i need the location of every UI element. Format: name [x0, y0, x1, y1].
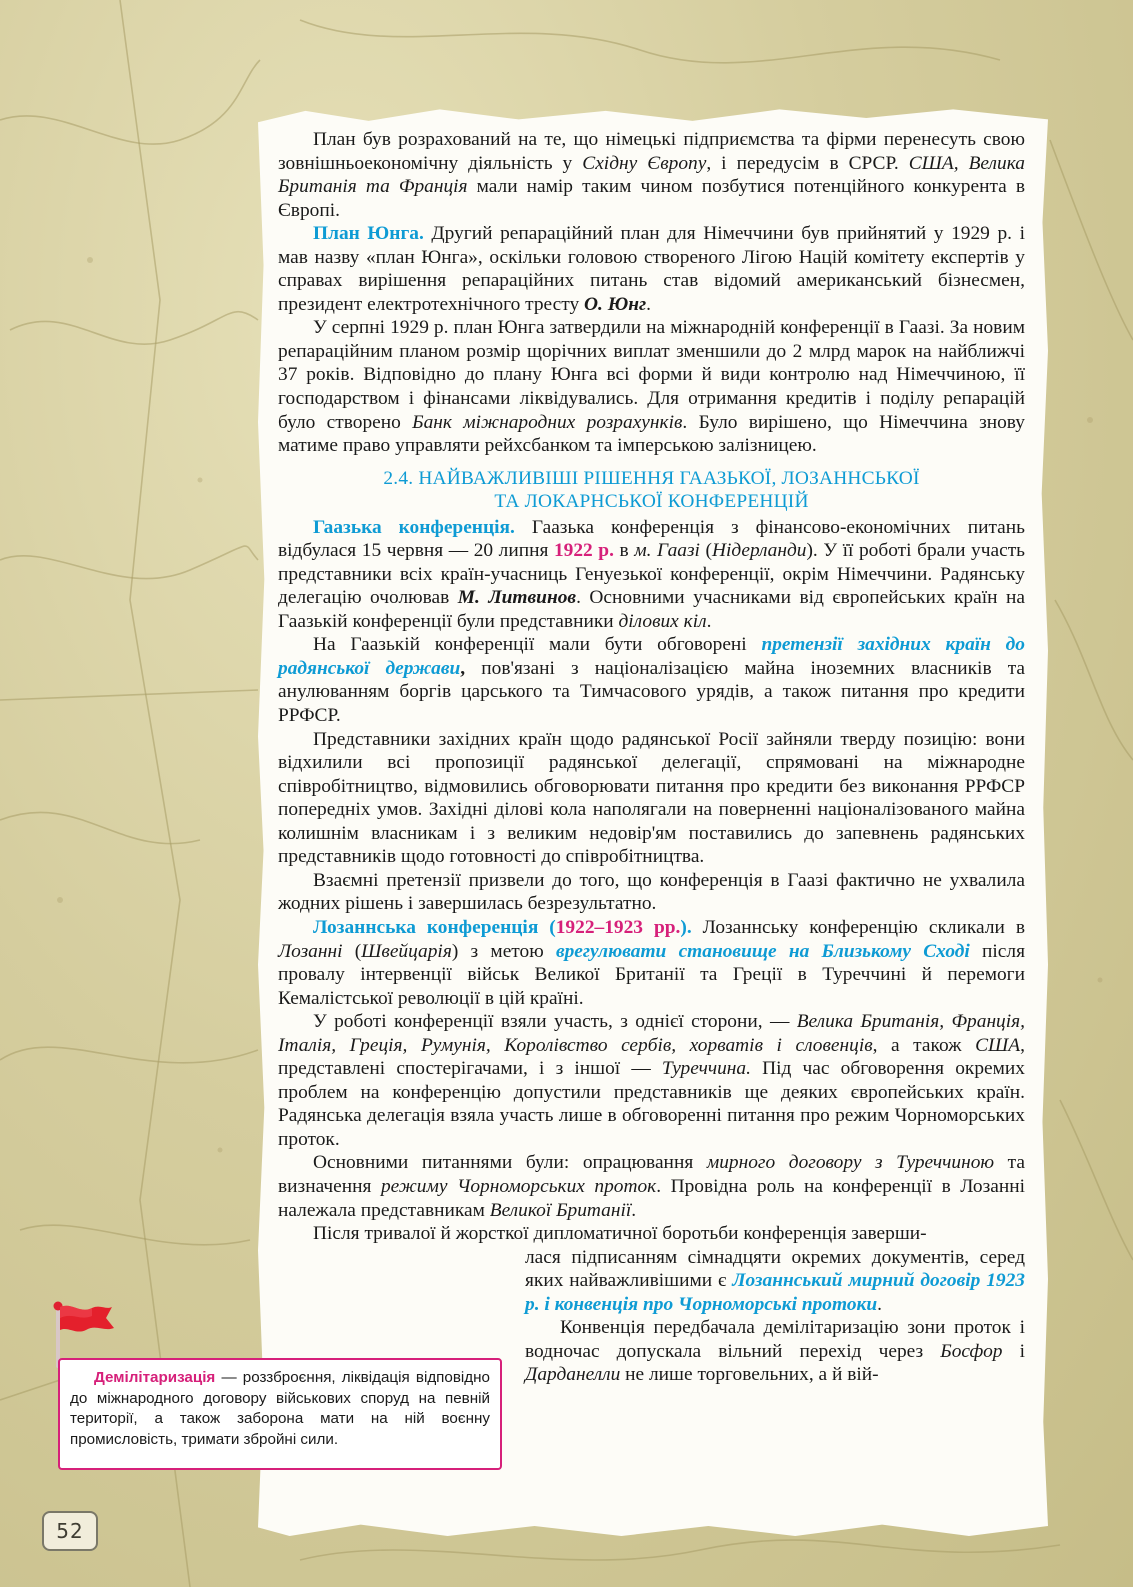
hague-heading: Гаазька конференція. [313, 516, 515, 538]
paragraph-lausanne-conference: Лозаннська конференція (1922–1923 рр.). Лозаннську конференцію скликали в Лозанні (Швейцарія) з метою врегулювати становище на Близькому Сході після провалу інтервенції військ Великої Британії та Греції в Туреччині й перемоги Кемалістської революції в цій країні. [278, 916, 1025, 1009]
lausanne-heading: Лозаннська конференція [313, 916, 539, 938]
paragraph-young-plan: План Юнга. Другий репараційний план для Німеччини був прийнятий у 1929 р. і мав назву «план Юнга», оскільки головою створеного Лігою Націй комітету експертів у справах вирішення репараційних питань став відомий американський бізнесмен, президент електротехнічного тресту О. Юнг. [278, 223, 1026, 315]
paragraph-5: На Гаазькій конференції мали бути обговорені претензії західних країн до радянської держави, пов'язані з націоналізацією майна іноземних власників та анулюванням боргів царського та Тимчасового урядів, а також питання про кредити РРФСР. [278, 634, 1026, 727]
glossary-box [58, 1358, 502, 1470]
young-plan-heading: План Юнга. [313, 223, 424, 245]
glossary-definition: Демілітаризація — роззброєння, ліквідація відповідно до міжнародного договору військових споруд на певній території, а також заборона мати на ній воєнну промисловість, тримати збройні сили. [70, 1369, 490, 1448]
paragraph-11-rest: лася підписанням сімнадцяти окремих документів, серед яких найважливішими є Лозаннський мирний договір 1923 р. і конвенція про Чорноморські протоки. [525, 1246, 1025, 1315]
main-text [278, 128, 1025, 1387]
glossary-term: Демілітаризація [94, 1369, 216, 1386]
paragraph-10: Основними питаннями були: опрацювання мирного договору з Туреччиною та визначення режиму Чорноморських проток. Провідна роль на конференції в Лозанні належала представникам Великої Британії. [278, 1152, 1026, 1221]
paragraph-12: Конвенція передбачала демілітаризацію зони проток і водночас допускала вільний перехід через Босфор і Дарданелли не лише торговельних, а й вій- [525, 1317, 1025, 1386]
paragraph-1: План був розрахований на те, що німецькі підприємства та фірми перенесуть свою зовнішньоекономічну діяльність у Східну Європу, і передусім в СРСР. США, Велика Британія та Франція мали намір таким чином позбутися потенційного конкурента в Європі. [278, 129, 1025, 221]
paragraph-7: Взаємні претензії призвели до того, що конференція в Гаазі фактично не ухвалила жодних рішень і завершилась безрезультатно. [278, 869, 1025, 915]
paragraph-3: У серпні 1929 р. план Юнга затвердили на міжнародній конференції в Гаазі. За новим репараційним планом розмір щорічних виплат зменшили до 2 млрд марок на найближчі 37 років. Відповідно до плану Юнга всі форми й види контролю над Німеччиною, її господарством і фінансами ліквідувались. Для отримання кредитів і поділу репарацій було створено Банк міжнародних розрахунків. Було вирішено, що Німеччина знову матиме право управляти рейхсбанком та імперською залізницею. [278, 317, 1025, 457]
paragraph-11-first-line: Після тривалої й жорсткої дипломатичної боротьби конференція заверши- [313, 1223, 927, 1245]
paragraph-hague-conference: Гаазька конференція. Гаазька конференція з фінансово-економічних питань відбулася 15 червня — 20 липня 1922 р. в м. Гаазі (Нідерланди). У її роботі брали участь представники всіх країн-учасниць Генуезької конференції, окрім Німеччини. Радянську делегацію очолював М. Литвинов. Основними учасниками від європейських країн на Гаазькій конференції були представники ділових кіл. [278, 516, 1026, 632]
section-title: 2.4. НАЙВАЖЛИВІШІ РІШЕННЯ ГААЗЬКОЇ, ЛОЗАННСЬКОЇ ТА ЛОКАРНСЬКОЇ КОНФЕРЕНЦІЙ [383, 467, 920, 513]
paragraph-6: Представники західних країн щодо радянської Росії зайняли тверду позицію: вони відхилили всі пропозиції радянської делегації, спрямовані на міжнародне співробітництво, відмовились обговорювати питання про кредити без виконання РРФСР попередніх умов. Західні ділові кола наполягали на поверненні націоналізованого майна колишнім власникам і з великим недовір'ям поставились до запевнень радянських представників щодо готовності до співробітництва. [278, 728, 1025, 868]
paragraph-9: У роботі конференції взяли участь, з однієї сторони, — Велика Британія, Франція, Італія, Греція, Румунія, Королівство сербів, хорватів і словенців, а також США, представлені спостерігачами, і з іншої — Туреччина. Під час обговорення окремих проблем на конференцію допустили представників ще деяких європейських країн. Радянська делегація взяла участь лише в обговоренні питання про режим Чорноморських проток. [278, 1011, 1026, 1150]
page-number: 52 [42, 1511, 98, 1551]
